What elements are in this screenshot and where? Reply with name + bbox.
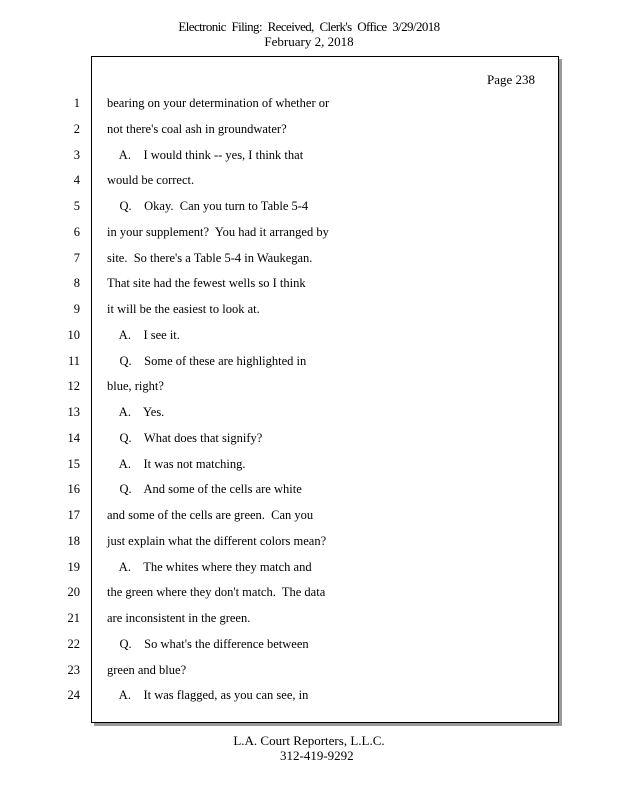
line-text: Q. Okay. Can you turn to Table 5-4: [107, 199, 309, 213]
line-number: 2: [73, 122, 80, 136]
line-text: not there's coal ash in groundwater?: [107, 122, 287, 136]
line-text: Q. So what's the difference between: [107, 637, 309, 651]
line-number: 22: [67, 637, 80, 651]
court-reporter-phone: 312-419-9292: [280, 748, 354, 763]
line-text: bearing on your determination of whether or: [107, 96, 330, 110]
line-number: 11: [67, 354, 80, 368]
line-number: 4: [73, 173, 80, 187]
line-number: 9: [73, 302, 80, 316]
line-text: A. It was flagged, as you can see, in: [107, 688, 309, 702]
line-number: 13: [67, 405, 80, 419]
line-text: blue, right?: [107, 379, 164, 393]
line-text: in your supplement? You had it arranged by: [107, 225, 329, 239]
header-date: February 2, 2018: [264, 34, 354, 49]
line-number: 5: [73, 199, 80, 213]
line-number: 10: [67, 328, 80, 342]
line-text: the green where they don't match. The data: [107, 585, 326, 599]
line-text: it will be the easiest to look at.: [107, 302, 260, 316]
line-number: 3: [73, 148, 80, 162]
line-number: 17: [67, 508, 80, 522]
line-text: A. The whites where they match and: [107, 560, 312, 574]
line-text: A. I see it.: [107, 328, 180, 342]
line-number: 18: [67, 534, 80, 548]
line-number: 15: [67, 457, 80, 471]
line-number: 24: [67, 688, 80, 702]
line-number: 7: [73, 251, 80, 265]
line-text: Q. And some of the cells are white: [107, 482, 302, 496]
line-text: Q. What does that signify?: [107, 431, 263, 445]
line-number: 23: [67, 663, 80, 677]
line-number: 14: [67, 431, 80, 445]
line-number: 21: [67, 611, 80, 625]
line-number: 16: [67, 482, 80, 496]
line-number: 1: [73, 96, 80, 110]
line-text: Q. Some of these are highlighted in: [107, 354, 307, 368]
line-text: A. I would think -- yes, I think that: [107, 148, 304, 162]
line-number: 6: [73, 225, 80, 239]
line-number: 19: [67, 560, 80, 574]
line-text: are inconsistent in the green.: [107, 611, 251, 625]
line-number: 12: [67, 379, 80, 393]
line-text: That site had the fewest wells so I think: [107, 276, 306, 290]
line-text: A. It was not matching.: [107, 457, 246, 471]
line-text: and some of the cells are green. Can you: [107, 508, 314, 522]
line-text: A. Yes.: [107, 405, 165, 419]
line-text: green and blue?: [107, 663, 187, 677]
filing-stamp: Electronic Filing: Received, Clerk's Office 3/29/2018: [178, 19, 440, 34]
line-text: would be correct.: [107, 173, 195, 187]
page-number: Page 238: [487, 72, 536, 87]
line-number: 8: [73, 276, 80, 290]
line-text: just explain what the different colors mean?: [107, 534, 327, 548]
court-reporter-name: L.A. Court Reporters, L.L.C.: [233, 733, 385, 748]
line-text: site. So there's a Table 5-4 in Waukegan.: [107, 251, 313, 265]
line-number: 20: [67, 585, 80, 599]
